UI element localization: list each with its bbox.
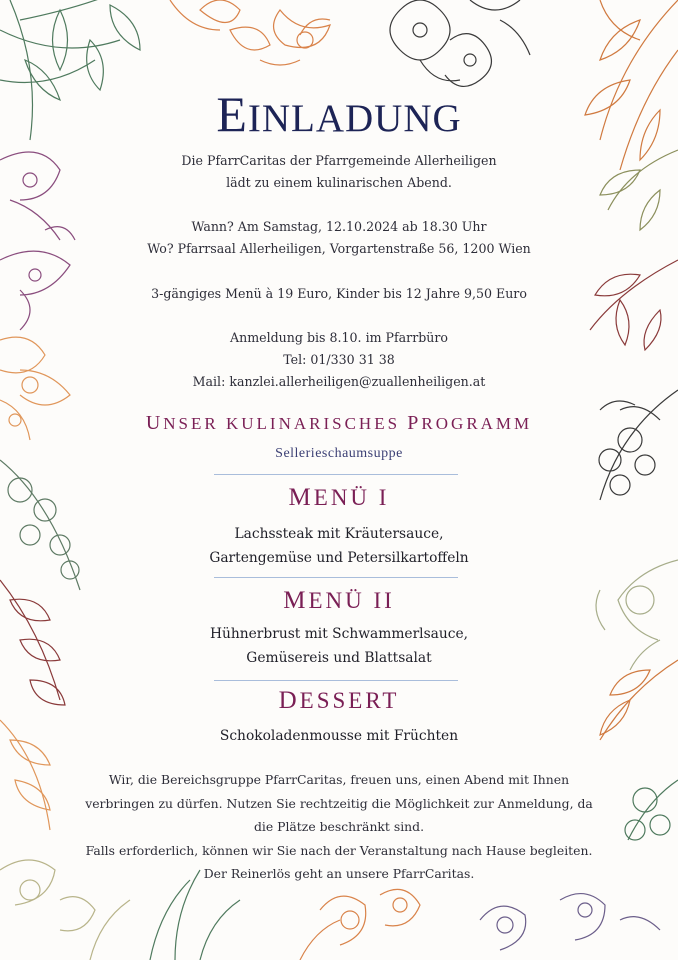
menu2-heading: [0, 587, 678, 615]
divider-line: [214, 577, 458, 578]
dessert-initial: D: [278, 687, 300, 714]
program-heading-initial-1: U: [145, 412, 164, 434]
dessert-rest: ESSERT: [299, 688, 400, 713]
program-heading-part-2: ROGRAMM: [421, 414, 533, 433]
menu2-rest: ENÜ II: [308, 588, 395, 613]
title-initial: E: [216, 86, 248, 142]
closing-line-1: Wir, die Bereichsgruppe PfarrCaritas, freuen uns, einen Abend mit Ihnen: [108, 772, 570, 787]
page-title: [0, 86, 678, 147]
intro-line-1: Die PfarrCaritas der Pfarrgemeinde Allerheiligen: [181, 153, 497, 168]
menu2-initial: M: [283, 587, 309, 614]
closing-line-3: die Plätze beschränkt sind.: [253, 819, 425, 834]
menu1-rest: ENÜ I: [313, 485, 390, 510]
dessert-heading: [0, 687, 678, 715]
starter-dish: Sellerieschaumsuppe: [275, 446, 403, 461]
closing-text: [40, 768, 638, 886]
closing-line-2: verbringen zu dürfen. Nutzen Sie rechtzeitig die Möglichkeit zur Anmeldung, da: [85, 795, 593, 811]
closing-line-4: Falls erforderlich, können wir Sie nach der Veranstaltung nach Hause begleiten.: [85, 842, 593, 858]
registration-phone: Tel: 01/330 31 38: [283, 352, 395, 367]
menu1-line-1: Lachssteak mit Kräutersauce,: [234, 526, 444, 542]
menu1-initial: M: [288, 484, 314, 511]
registration-deadline: Anmeldung bis 8.10. im Pfarrbüro: [229, 330, 448, 345]
program-heading-initial-2: P: [407, 412, 422, 434]
dessert-line: Schokoladenmousse mit Früchten: [219, 728, 459, 744]
event-price: 3-gängiges Menü à 19 Euro, Kinder bis 12 Jahre 9,50 Euro: [151, 286, 527, 301]
divider-line: [214, 680, 458, 681]
event-date: Wann? Am Samstag, 12.10.2024 ab 18.30 Uhr: [191, 219, 487, 234]
registration-mail: Mail: kanzlei.allerheiligen@zuallenheiligen.at: [192, 374, 486, 389]
title-rest: INLADUNG: [247, 97, 462, 140]
program-heading-part-1: NSER KULINARISCHES: [163, 414, 408, 433]
menu1-heading: [0, 484, 678, 512]
menu1-line-2: Gartengemüse und Petersilkartoffeln: [209, 550, 469, 566]
closing-line-5: Der Reinerlös geht an unsere PfarrCaritas.: [203, 866, 475, 881]
menu2-line-2: Gemüsereis und Blattsalat: [246, 650, 432, 666]
program-heading: [0, 412, 678, 435]
intro-line-2: lädt zu einem kulinarischen Abend.: [226, 175, 452, 190]
divider-line: [214, 474, 458, 475]
event-location: Wo? Pfarrsaal Allerheiligen, Vorgartenstraße 56, 1200 Wien: [147, 241, 531, 256]
menu2-line-1: Hühnerbrust mit Schwammerlsauce,: [209, 626, 469, 642]
